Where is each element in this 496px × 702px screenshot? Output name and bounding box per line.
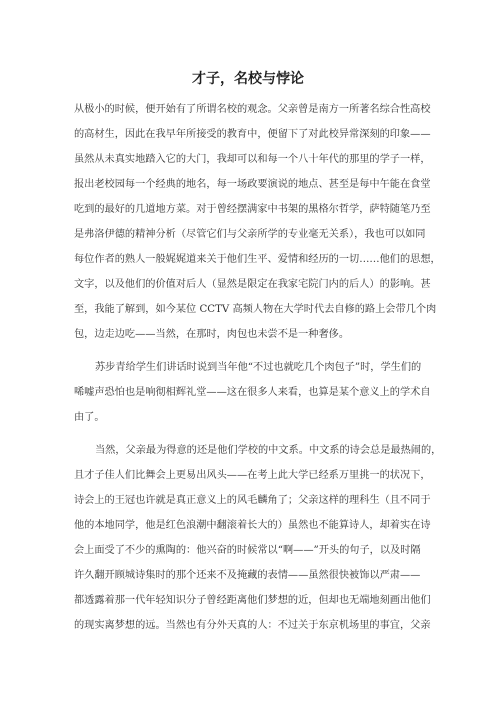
paragraph-1-line-10: 包，边走边吃——当然，在那时，肉包也未尝不是一种奢侈。 <box>74 329 350 340</box>
paragraph-3-line-1: 当然，父亲最为得意的还是他们学校的中文系。中文系的诗会总是最热闹的， <box>95 445 442 456</box>
paragraph-3-line-7: 都透露着那一代年轻知识分子曾经距离他们梦想的近，但却也无端地刻画出他们 <box>74 595 431 606</box>
paragraph-2-line-1: 苏步青给学生们讲话时说到当年他“不过也就吃几个肉包子”时，学生们的 <box>95 362 422 373</box>
paragraph-2-line-3: 由了。 <box>74 412 105 423</box>
paragraph-3-line-6: 许久翻开顾城诗集时的那个还来不及掩藏的表情——虽然很快被饰以严肃—— <box>74 570 421 581</box>
paragraph-1-line-5: 吃到的最好的几道地方菜。对于曾经摆满家中书架的黑格尔哲学，萨特随笔乃至 <box>74 204 431 215</box>
paragraph-1-line-9: 至，我能了解到，如今某位 CCTV 高频人物在大学时代去自修的路上会带几个肉 <box>74 304 437 315</box>
paragraph-3-line-5: 会上面受了不少的熏陶的：他兴奋的时候常以“啊——”开头的句子，以及时隔 <box>74 545 421 556</box>
paragraph-1-line-8: 文字，以及他们的价值对后人（显然是限定在我家宅院门内的后人）的影响。甚 <box>74 279 431 290</box>
paragraph-1-line-4: 报出老校园每一个经典的地名，每一场政要演说的地点、甚至是每中午能在食堂 <box>74 179 431 190</box>
paragraph-3-line-2: 且才子佳人们比舞会上更易出风头——在考上此大学已经系万里挑一的状况下， <box>74 470 431 481</box>
paragraph-1-line-3: 虽然从未真实地踏入它的大门，我却可以和每一个八十年代的那里的学子一样， <box>74 154 431 165</box>
paragraph-1-line-7: 每位作者的熟人一般娓娓道来关于他们生平、爱情和经历的一切……他们的思想， <box>74 254 441 265</box>
paragraph-3-line-4: 他的本地同学，他是红色浪潮中翻滚着长大的）虽然也不能算诗人，却着实在诗 <box>74 520 431 531</box>
paragraph-1-line-1: 从极小的时候，便开始有了所谓名校的观念。父亲曾是南方一所著名综合性高校 <box>74 104 431 115</box>
paragraph-3-line-8: 的现实离梦想的远。当然也有分外天真的人：不过关于东京机场里的事宜，父亲 <box>74 620 431 631</box>
paragraph-1-line-2: 的高材生，因此在我早年所接受的教育中，便留下了对此校异常深刻的印象—— <box>74 129 431 140</box>
document-title: 才子，名校与悖论 <box>192 71 304 87</box>
paragraph-1-line-6: 是弗洛伊德的精神分析（尽管它们与父亲所学的专业毫无关系），我也可以如同 <box>74 229 426 240</box>
paragraph-2-line-2: 唏嘘声恐怕也是响彻相辉礼堂——这在很多人来看，也算是某个意义上的学术自 <box>74 387 431 398</box>
paragraph-3-line-3: 诗会上的王冠也许就是真正意义上的风毛麟角了；父亲这样的理科生（且不同于 <box>74 495 431 506</box>
